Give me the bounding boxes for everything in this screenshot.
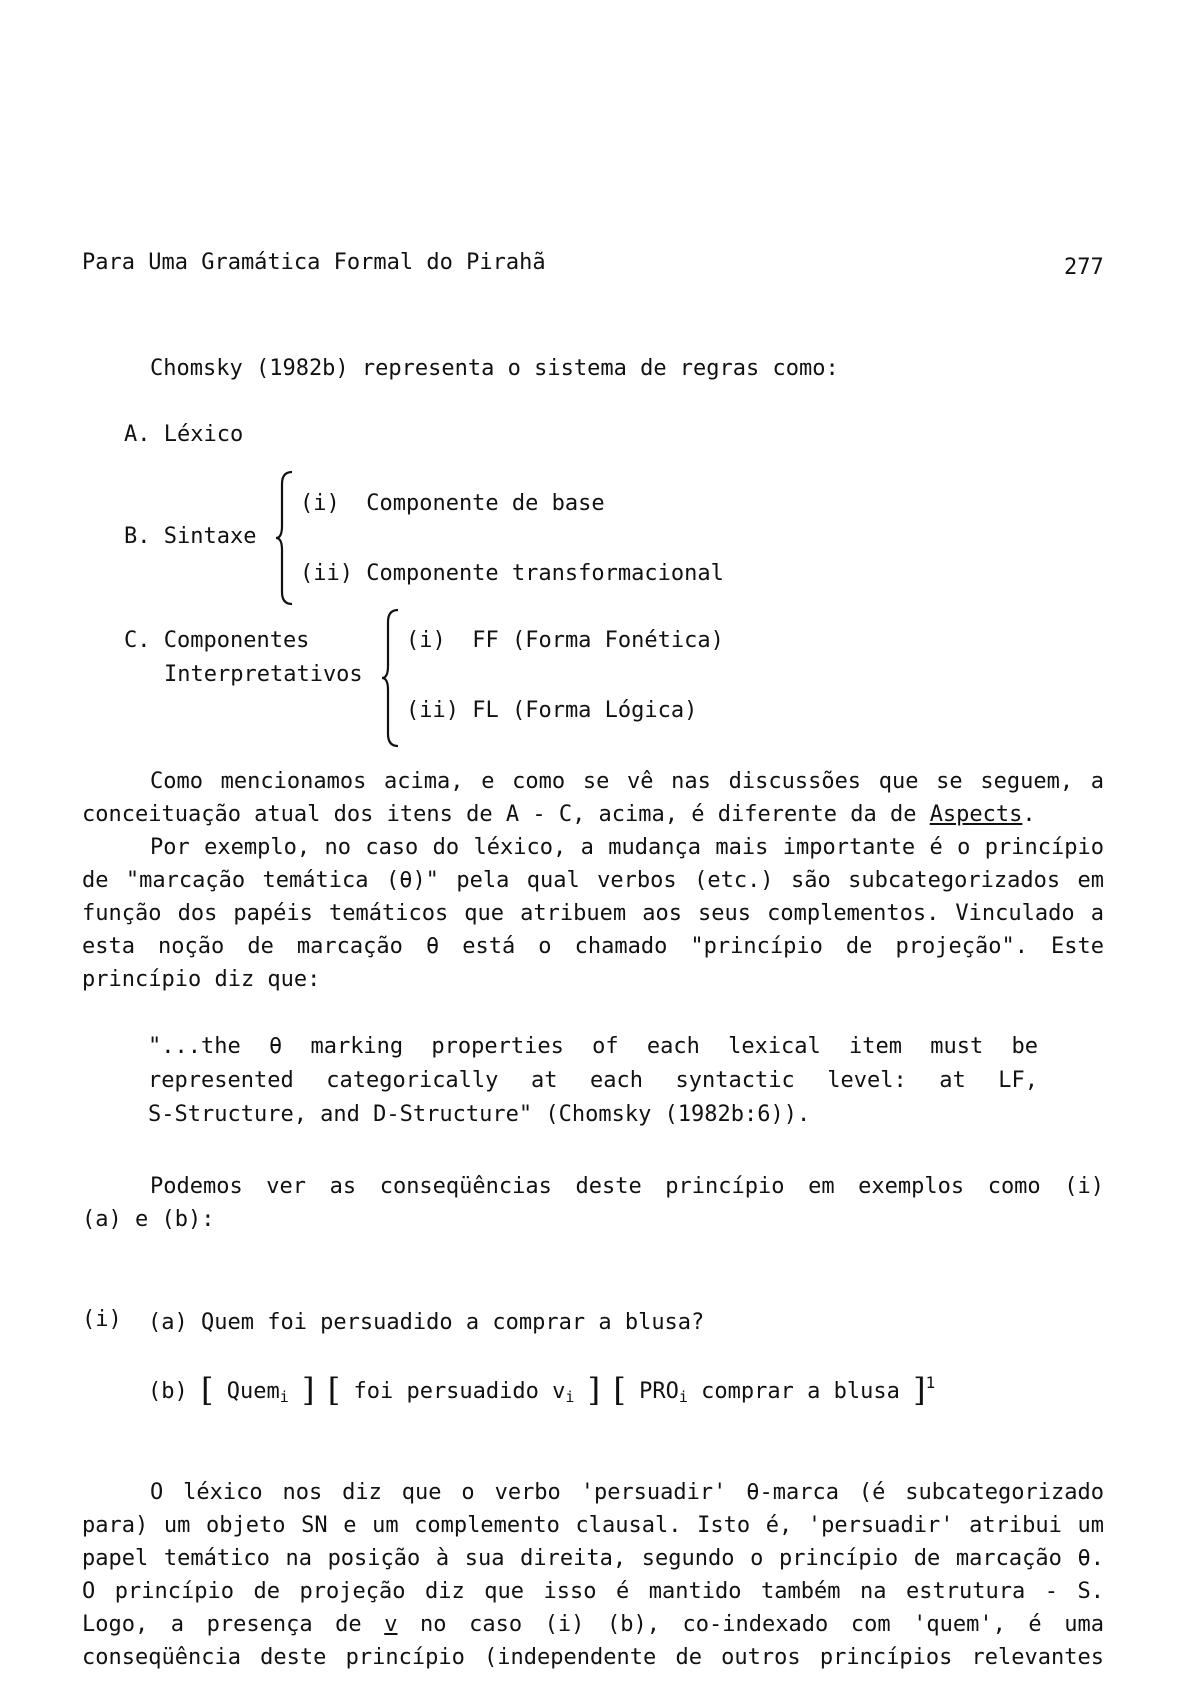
brace-c [380, 608, 402, 748]
para2-line-4: esta noção de marcação θ está o chamado "princípio de projeção". Este [82, 934, 1104, 959]
para2-line-1: Por exemplo, no caso do léxico, a mudança mais importante é o princípio [150, 835, 1104, 860]
para2-line-2: de "marcação temática (θ)" pela qual verbos (etc.) são subcategorizados em [82, 868, 1104, 893]
bracket-close-2: ] [587, 1371, 601, 1409]
rule-c-label-1: C. Componentes [124, 628, 310, 653]
bracket-open-3: [ [613, 1371, 626, 1409]
para4-line-3: papel temático na posição à sua direita, segundo o princípio de marcação θ. [82, 1546, 1104, 1571]
rule-b-ii: (ii) Componente transformacional [300, 561, 724, 586]
para3-line-1: Podemos ver as conseqüências deste princípio em exemplos como (i) [150, 1174, 1104, 1199]
paragraph-4 [82, 1476, 1104, 1674]
para4-line-4: O princípio de projeção diz que isso é mantido também na estrutura - S. [82, 1579, 1104, 1604]
example-number: (i) [82, 1307, 122, 1332]
para4-line-2: para) um objeto SN e um complemento clausal. Isto é, 'persuadir' atribui um [82, 1513, 1104, 1538]
brace-b [274, 470, 296, 606]
empty-category-v: v [384, 1612, 398, 1637]
quote-line-3: S-Structure, and D-Structure" (Chomsky (1982b:6)). [148, 1102, 811, 1127]
example-b-rest: comprar a blusa [701, 1379, 900, 1404]
para4-line-6: conseqüência deste princípio (independente de outros princípios relevantes [82, 1645, 1104, 1670]
rule-b-i: (i) Componente de base [300, 491, 605, 516]
paragraph-2 [82, 831, 1104, 996]
example-a: (a) Quem foi persuadido a comprar a blusa? [148, 1310, 705, 1335]
running-title: Para Uma Gramática Formal do Pirahã [82, 250, 546, 275]
paragraph-1 [82, 765, 1104, 831]
block-quote [148, 1030, 1038, 1132]
para1-line-2-text: conceituação atual dos itens de A - C, acima, é diferente da de [82, 802, 930, 827]
example-b-pro: PRO [639, 1379, 679, 1404]
example-b-foi: foi persuadido v [353, 1379, 566, 1404]
quote-line-1: "...the θ marking properties of each lexical item must be [148, 1034, 1038, 1059]
para2-line-5: princípio diz que: [82, 967, 321, 992]
rule-a: A. Léxico [124, 422, 244, 447]
example-b [148, 1371, 936, 1409]
index-i-1: i [279, 1388, 289, 1406]
para4-line-5 [82, 1608, 1104, 1641]
bracket-close-3: ] [913, 1371, 926, 1409]
rule-b-label: B. Sintaxe [124, 524, 257, 549]
para2-line-3: função dos papéis temáticos que atribuem aos seus complementos. Vinculado a [82, 901, 1104, 926]
intro-line: Chomsky (1982b) representa o sistema de regras como: [150, 356, 839, 381]
para1-line-1: Como mencionamos acima, e como se vê nas discussões que se seguem, a [150, 769, 1104, 794]
index-i-3: i [678, 1388, 688, 1406]
bracket-open-1: [ [201, 1371, 214, 1409]
rule-c-ii: (ii) FL (Forma Lógica) [406, 698, 698, 723]
quote-line-2: represented categorically at each syntactic level: at LF, [148, 1068, 1038, 1093]
bracket-open-2: [ [327, 1371, 341, 1409]
aspects-title: Aspects [929, 802, 1023, 827]
para4-line-5-post: no caso (i) (b), co-indexado com 'quem', é uma [397, 1612, 1104, 1637]
para4-line-1: O léxico nos diz que o verbo 'persuadir' θ-marca (é subcategorizado [150, 1480, 1104, 1505]
rule-c-i: (i) FF (Forma Fonética) [406, 628, 724, 653]
index-i-2: i [565, 1388, 575, 1406]
rule-c-label-2: Interpretativos [164, 662, 363, 687]
para3-line-2: (a) e (b): [82, 1207, 215, 1232]
para4-line-5-pre: Logo, a presença de [82, 1612, 385, 1637]
example-b-label: (b) [148, 1379, 188, 1404]
paragraph-3 [82, 1170, 1104, 1236]
example-b-quem: Quem [226, 1379, 280, 1404]
bracket-close-1: ] [302, 1371, 315, 1409]
footnote-marker: 1 [925, 1373, 936, 1392]
page-number: 277 [1064, 255, 1104, 280]
para1-line-2-end: . [1022, 802, 1036, 827]
para1-line-2 [82, 798, 1104, 831]
